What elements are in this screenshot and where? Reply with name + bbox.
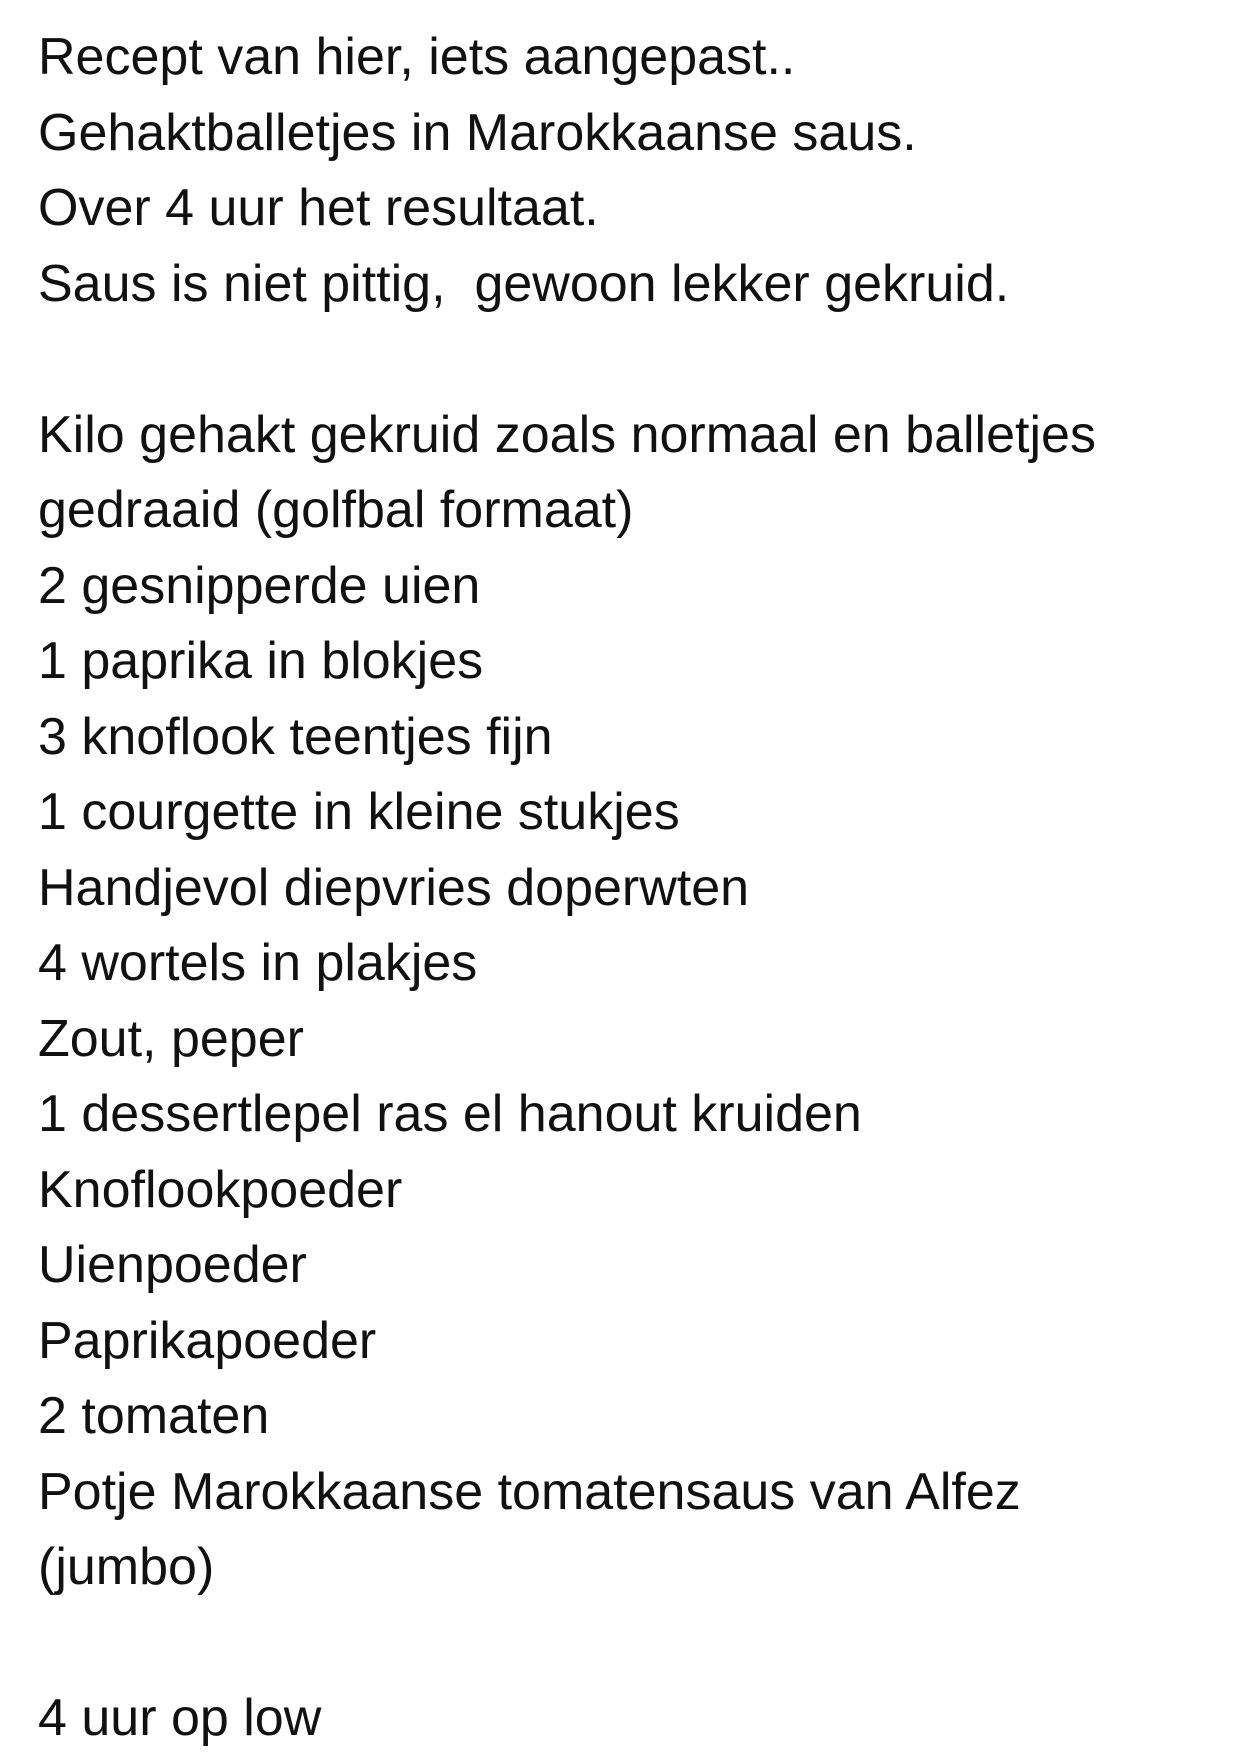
instruction-line: 4 uur op low bbox=[38, 1689, 322, 1747]
ingredient-line: Potje Marokkaanse tomatensaus van Alfez bbox=[38, 1462, 1021, 1521]
intro-line: Recept van hier, iets aangepast.. bbox=[38, 28, 796, 86]
ingredient-line: Kilo gehakt gekruid zoals normaal en balletjes bbox=[38, 405, 1096, 464]
ingredient-line: 1 courgette in kleine stukjes bbox=[38, 783, 680, 841]
recipe-note bbox=[38, 20, 1218, 1757]
ingredient-line: Handjevol diepvries doperwten bbox=[38, 858, 750, 917]
intro-line: Gehaktballetjes in Marokkaanse saus. bbox=[38, 103, 917, 162]
blank-line bbox=[38, 322, 1218, 398]
ingredient-line: 3 knoflook teentjes fijn bbox=[38, 707, 553, 766]
ingredient-line: Uienpoeder bbox=[38, 1236, 307, 1294]
blank-line bbox=[38, 1606, 1218, 1682]
ingredient-line: Paprikapoeder bbox=[38, 1311, 377, 1370]
ingredient-line: 2 gesnipperde uien bbox=[38, 556, 481, 615]
intro-line: Over 4 uur het resultaat. bbox=[38, 179, 599, 237]
ingredient-line: 2 tomaten bbox=[38, 1387, 270, 1445]
ingredient-line: 4 wortels in plakjes bbox=[38, 934, 478, 992]
ingredient-line: Zout, peper bbox=[38, 1009, 304, 1068]
ingredient-line: 1 dessertlepel ras el hanout kruiden bbox=[38, 1085, 862, 1143]
ingredient-line: gedraaid (golfbal formaat) bbox=[38, 481, 634, 539]
intro-line: Saus is niet pittig, gewoon lekker gekruid. bbox=[38, 254, 1010, 313]
ingredient-line: (jumbo) bbox=[38, 1538, 215, 1596]
ingredient-line: 1 paprika in blokjes bbox=[38, 632, 484, 690]
ingredient-line: Knoflookpoeder bbox=[38, 1160, 403, 1219]
